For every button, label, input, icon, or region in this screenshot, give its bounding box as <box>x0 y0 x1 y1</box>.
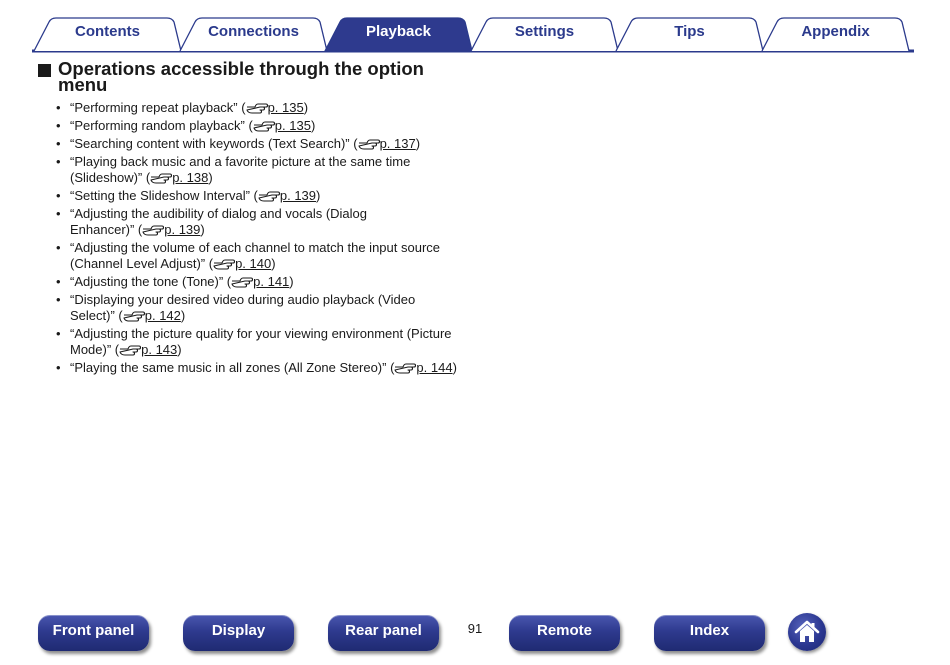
page-link[interactable]: p. 135 <box>267 100 304 115</box>
page-reference <box>258 188 321 203</box>
pointing-hand-icon <box>358 138 380 150</box>
item-text: (Channel Level Adjust)” ( <box>70 256 214 271</box>
closing-paren: ) <box>208 170 213 185</box>
page-link[interactable]: p. 144 <box>416 360 453 375</box>
closing-paren: ) <box>177 342 182 357</box>
pointing-hand-icon <box>119 344 141 356</box>
page-number: 91 <box>467 621 483 636</box>
closing-paren: ) <box>271 256 276 271</box>
page-reference <box>394 360 457 375</box>
pointing-hand-icon <box>246 102 268 114</box>
display-button[interactable]: Display <box>183 615 294 651</box>
list-item <box>56 360 476 376</box>
page-reference <box>142 222 205 237</box>
section-title-line-2: menu <box>58 74 108 95</box>
section-title-line-1: Operations accessible through the option <box>58 58 424 79</box>
page-reference <box>246 100 309 115</box>
tab-bar <box>0 0 950 56</box>
list-item <box>56 100 476 116</box>
closing-paren: ) <box>310 118 316 133</box>
tab-settings[interactable]: Settings <box>514 23 575 40</box>
pointing-hand-icon <box>150 172 172 184</box>
page-reference <box>119 342 182 357</box>
bullet: • <box>56 240 61 255</box>
item-text: “Adjusting the picture quality for your viewing environment (Picture <box>70 326 452 341</box>
item-text: Enhancer)” ( <box>70 222 143 237</box>
item-text: “Performing repeat playback” ( <box>70 100 246 115</box>
list-item <box>56 206 476 238</box>
closing-paren: ) <box>452 360 457 375</box>
pointing-hand-icon <box>231 276 253 288</box>
item-text: (Slideshow)” ( <box>70 170 151 185</box>
list-item <box>56 136 476 152</box>
page-reference <box>358 136 421 151</box>
page-link[interactable]: p. 137 <box>379 136 416 151</box>
index-button[interactable]: Index <box>654 615 765 651</box>
page-link[interactable]: p. 143 <box>141 342 178 357</box>
list-item <box>56 154 476 186</box>
bullet: • <box>56 154 61 169</box>
remote-button[interactable]: Remote <box>509 615 620 651</box>
bullet: • <box>56 206 61 221</box>
item-text: “Adjusting the volume of each channel to match the input source <box>70 240 440 255</box>
tab-playback[interactable]: Playback <box>365 23 432 40</box>
pointing-hand-icon <box>142 224 164 236</box>
list-item <box>56 240 476 272</box>
home-icon <box>793 618 821 646</box>
page-reference <box>253 118 316 133</box>
front-panel-button[interactable]: Front panel <box>38 615 149 651</box>
item-text: Select)” ( <box>70 308 123 323</box>
bullet: • <box>56 100 61 115</box>
closing-paren: ) <box>180 308 186 323</box>
list-item <box>56 188 476 204</box>
closing-paren: ) <box>415 136 421 151</box>
item-text: “Searching content with keywords (Text Search)” ( <box>70 136 358 151</box>
pointing-hand-icon <box>213 258 235 270</box>
bullet: • <box>56 274 61 289</box>
item-text: “Adjusting the audibility of dialog and vocals (Dialog <box>70 206 368 221</box>
closing-paren: ) <box>200 222 205 237</box>
item-text: “Setting the Slideshow Interval” ( <box>70 188 258 203</box>
tab-contents[interactable]: Contents <box>75 23 140 40</box>
list-item <box>56 292 476 324</box>
pointing-hand-icon <box>253 120 275 132</box>
list-item <box>56 326 476 358</box>
tab-appendix[interactable]: Appendix <box>801 23 870 40</box>
list-item <box>56 118 476 134</box>
pointing-hand-icon <box>394 362 416 374</box>
heading-square-icon <box>38 64 51 77</box>
page-link[interactable]: p. 142 <box>144 308 181 323</box>
pointing-hand-icon <box>258 190 280 202</box>
page-reference <box>231 274 294 289</box>
pointing-hand-icon <box>123 310 145 322</box>
tab-tips[interactable]: Tips <box>674 23 705 40</box>
page-link[interactable]: p. 138 <box>172 170 209 185</box>
page-link[interactable]: p. 139 <box>164 222 201 237</box>
operations-list <box>56 100 476 378</box>
item-text: “Playing back music and a favorite picture at the same time <box>70 154 411 169</box>
list-item <box>56 274 476 290</box>
section-heading <box>38 58 458 95</box>
home-button[interactable] <box>788 613 826 651</box>
item-text: “Displaying your desired video during audio playback (Video <box>70 292 416 307</box>
tab-connections[interactable]: Connections <box>208 23 299 40</box>
page-link[interactable]: p. 139 <box>279 188 317 203</box>
bullet: • <box>56 118 61 133</box>
closing-paren: ) <box>316 188 321 203</box>
section-title <box>58 58 458 95</box>
page-link[interactable]: p. 141 <box>253 274 290 289</box>
item-text: Mode)” ( <box>70 342 120 357</box>
page-reference <box>123 308 186 323</box>
item-text: “Playing the same music in all zones (All Zone Stereo)” ( <box>70 360 395 375</box>
rear-panel-button[interactable]: Rear panel <box>328 615 439 651</box>
bullet: • <box>56 326 61 341</box>
page-reference <box>150 170 213 185</box>
page-reference <box>213 256 276 271</box>
bullet: • <box>56 360 61 375</box>
page-link[interactable]: p. 140 <box>235 256 272 271</box>
page-link[interactable]: p. 135 <box>274 118 311 133</box>
item-text: “Adjusting the tone (Tone)” ( <box>70 274 232 289</box>
closing-paren: ) <box>289 274 294 289</box>
bullet: • <box>56 292 61 307</box>
bullet: • <box>56 136 61 151</box>
item-text: “Performing random playback” ( <box>70 118 253 133</box>
closing-paren: ) <box>303 100 309 115</box>
bullet: • <box>56 188 61 203</box>
